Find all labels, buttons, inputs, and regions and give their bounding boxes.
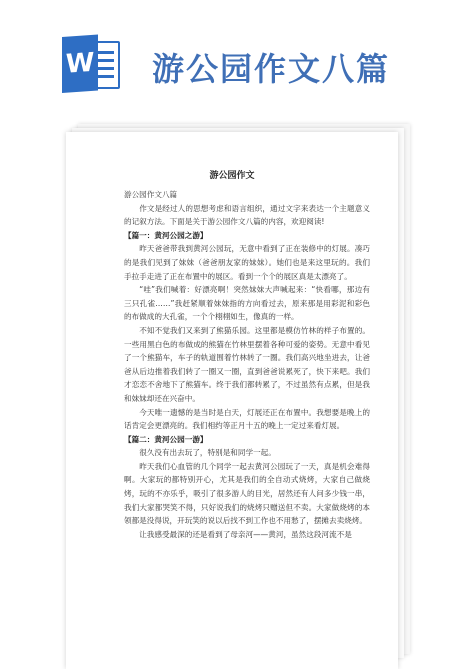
banner-title: 游公园作文八篇 [152, 50, 391, 88]
section-heading: 【篇二：黄河公园一游】 [124, 434, 208, 444]
document-page [66, 132, 398, 669]
paragraph: 让我感受最深的还是看到了母亲河——黄河，虽然这段河流不是 [139, 529, 352, 539]
document-body [124, 188, 370, 541]
paragraph: 不知不觉我们又来到了熊猫乐园。这里都是模仿竹林的样子布置的。一些用黑白色的布做成的熊猫在竹林里摆着各种可爱的姿势。无意中看见了一个熊猫车，车子的轨道围着竹林转了一圈。我们高兴地坐进去，让爸爸从后边推着我们转了一圈又一圈，直到爸爸说累死了，快下来吧。我们才恋恋不舍地下了熊猫车。终于我们都转累了，不过虽然有点累，但是我和妹妹却还在兴奋中。 [124, 325, 370, 403]
paragraph: 今天唯一遗憾的是当时是白天，灯展还正在布置中。我想要是晚上的话肯定会更漂亮的。我们相约等正月十五的晚上一定过来看灯展。 [124, 407, 370, 431]
paragraph: 昨天爸爸带我到黄河公园玩，无意中看到了正在装修中的灯展。凑巧的是我们见到了妹妹（爸爸朋友家的妹妹）。她们也是来这里玩的。我们手拉手走进了正在布置中的展区。看到一个个的展区真是太漂亮了。 [124, 244, 370, 281]
paragraph: 作文是经过人的思想考虑和语言组织，通过文字来表达一个主题意义的记叙方法。下面是关于游公园作文八篇的内容，欢迎阅读! [124, 203, 370, 227]
paragraph: “哇”我们喊着：好漂亮啊！突然妹妹大声喊起来：“快看哪，那边有三只孔雀……”我赶紧顺着妹妹指的方向看过去，原来那是用彩泥和彩色的布做成的大孔雀，一个个栩栩如生，像真的一样。 [124, 285, 370, 322]
document-title: 游公园作文 [209, 171, 255, 181]
header-banner [0, 0, 474, 110]
paragraph: 昨天我们心血管的几个同学一起去黄河公园玩了一天，真是机会难得啊。大家玩的都特别开心，尤其是我们的全自动式烧烤，大家自己做烧烤，玩的不亦乐乎，吸引了很多游人的目光，居然还有人问多少钱一串，我们大家都哭笑不得，只好说我们的烧烤只赠送但不卖。大家做烧烤的本领都是没得说，开玩笑的说以后找不到工作也不用愁了，摆摊去卖烧烤。 [124, 461, 370, 526]
paragraph: 很久没有出去玩了，特别是和同学一起。 [139, 448, 276, 458]
word-document-icon [62, 37, 120, 93]
document-subtitle: 游公园作文八篇 [124, 190, 178, 199]
section-heading: 【篇一：黄河公园之游】 [124, 230, 208, 240]
word-icon-letter: W [62, 34, 98, 93]
